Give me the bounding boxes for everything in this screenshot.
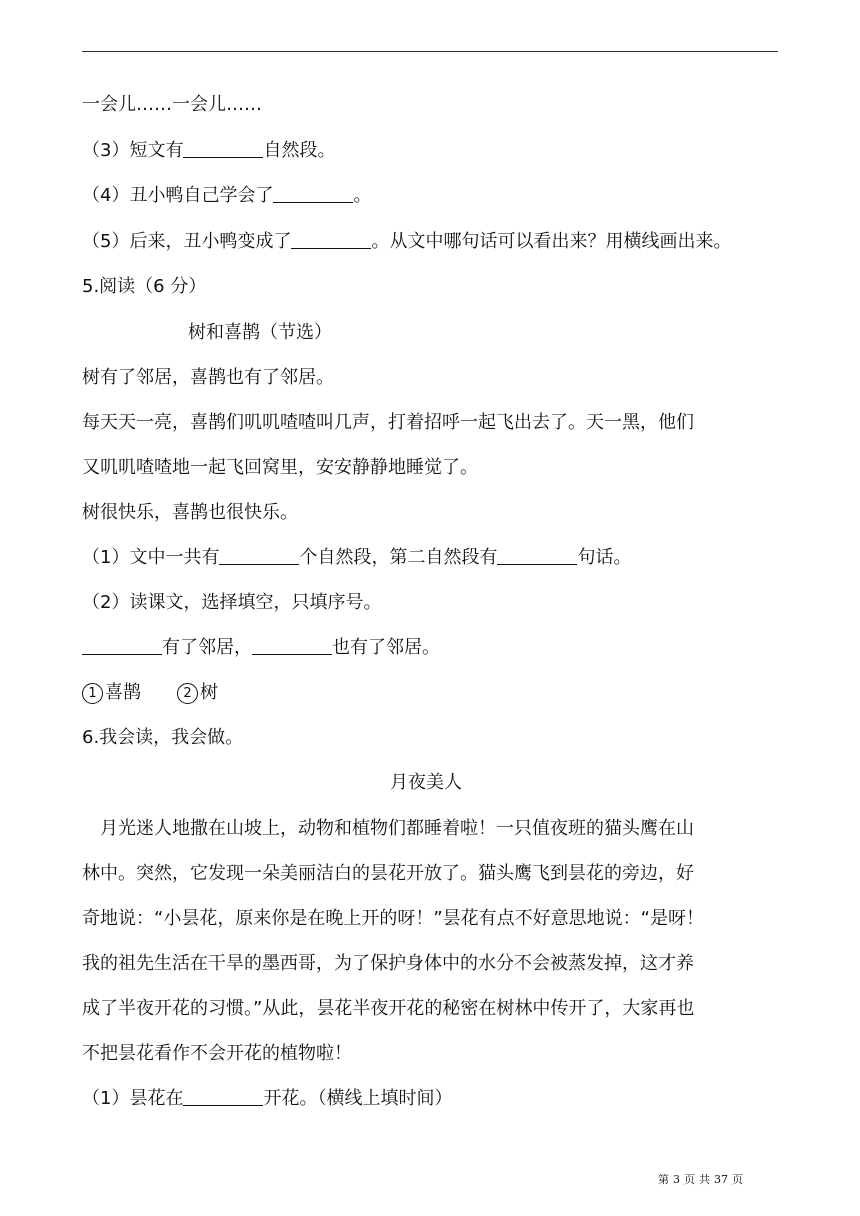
- text: 不把昙花看作不会开花的植物啦！: [82, 1043, 352, 1064]
- question-text: （1）文中一共有: [82, 547, 220, 568]
- passage-paragraph-3: [82, 500, 298, 526]
- answer-blank[interactable]: [82, 636, 162, 655]
- question-text: （3）短文有: [82, 140, 184, 161]
- answer-blank[interactable]: [291, 230, 371, 249]
- title-text: 树和喜鹊（节选）: [188, 322, 332, 343]
- text: 月光迷人地撒在山坡上，动物和植物们都睡着啦！一只值夜班的猫头鹰在山: [100, 818, 694, 839]
- story-line-5: [82, 996, 694, 1022]
- answer-blank[interactable]: [183, 1087, 263, 1106]
- passage-paragraph-2-line-2: [82, 455, 478, 481]
- passage-title: [390, 770, 462, 796]
- story-line-4: [82, 951, 694, 977]
- story-line-3: [82, 906, 704, 932]
- answer-blank[interactable]: [183, 139, 263, 158]
- text: 又叽叽喳喳地一起飞回窝里，安安静静地睡觉了。: [82, 457, 478, 478]
- story-line-1: [100, 816, 694, 842]
- answer-blank[interactable]: [497, 546, 577, 565]
- question-text: 。从文中哪句话可以看出来？用横线画出来。: [371, 231, 732, 252]
- question-text: 开花。（横线上填时间）: [263, 1088, 453, 1109]
- heading-text: 5.阅读（6 分）: [82, 276, 207, 297]
- page-number: 3: [673, 1173, 680, 1186]
- question-text: 个自然段，第二自然段有: [299, 547, 498, 568]
- text: 树有了邻居，喜鹊也有了邻居。: [82, 367, 334, 388]
- question-4: [82, 183, 371, 209]
- options-line: [82, 680, 218, 706]
- question-3: [82, 138, 335, 164]
- text: 奇地说：“小昙花，原来你是在晚上开的呀！”昙花有点不好意思地说：“是呀！: [82, 908, 704, 929]
- option-text: 树: [200, 682, 218, 703]
- text: 林中。突然，它发现一朵美丽洁白的昙花开放了。猫头鹰飞到昙花的旁边，好: [82, 863, 694, 884]
- footer-text: 页: [684, 1173, 695, 1186]
- section-5-question-1: [82, 545, 631, 571]
- passage-paragraph-1: [82, 365, 334, 391]
- story-line-6: [82, 1041, 352, 1067]
- section-5-question-2: [82, 590, 381, 616]
- text: 树很快乐，喜鹊也很快乐。: [82, 502, 298, 523]
- story-line-2: [82, 861, 694, 887]
- question-text: 句话。: [577, 547, 632, 568]
- section-5-heading: [82, 274, 206, 300]
- text: 成了半夜开花的习惯。”从此，昙花半夜开花的秘密在树林中传开了，大家再也: [82, 998, 695, 1019]
- option-text: 喜鹊: [105, 682, 141, 703]
- question-5: [82, 229, 731, 255]
- passage-title: [188, 320, 332, 346]
- footer-text: 第: [658, 1173, 669, 1186]
- heading-text: 6.我会读，我会做。: [82, 727, 244, 748]
- total-pages: 37: [714, 1173, 728, 1186]
- passage-paragraph-2-line-1: [82, 410, 694, 436]
- text: 我的祖先生活在干旱的墨西哥，为了保护身体中的水分不会被蒸发掉，这才养: [82, 953, 694, 974]
- question-text: （4）丑小鸭自己学会了: [82, 185, 274, 206]
- answer-blank[interactable]: [219, 546, 299, 565]
- text-line-continuation: [82, 92, 262, 118]
- question-text: 也有了邻居。: [332, 637, 440, 658]
- title-text: 月夜美人: [390, 772, 462, 793]
- page-footer: [658, 1172, 747, 1188]
- section-6-heading: [82, 725, 243, 751]
- circled-number-1: 1: [82, 683, 103, 704]
- section-6-question-1: [82, 1086, 452, 1112]
- fill-in-sentence: [82, 635, 440, 661]
- question-text: （1）昙花在: [82, 1088, 184, 1109]
- answer-blank[interactable]: [252, 636, 332, 655]
- footer-text: 页: [732, 1173, 743, 1186]
- text: 一会儿……一会儿……: [82, 94, 262, 115]
- question-text: 。: [353, 185, 372, 206]
- circled-number-2: 2: [177, 683, 198, 704]
- header-rule: [82, 51, 778, 52]
- question-text: 自然段。: [263, 140, 336, 161]
- question-text: 有了邻居，: [162, 637, 252, 658]
- answer-blank[interactable]: [273, 184, 353, 203]
- question-text: （2）读课文，选择填空，只填序号。: [82, 592, 382, 613]
- text: 每天天一亮，喜鹊们叽叽喳喳叫几声，打着招呼一起飞出去了。天一黑，他们: [82, 412, 694, 433]
- footer-text: 共: [699, 1173, 710, 1186]
- question-text: （5）后来，丑小鸭变成了: [82, 231, 292, 252]
